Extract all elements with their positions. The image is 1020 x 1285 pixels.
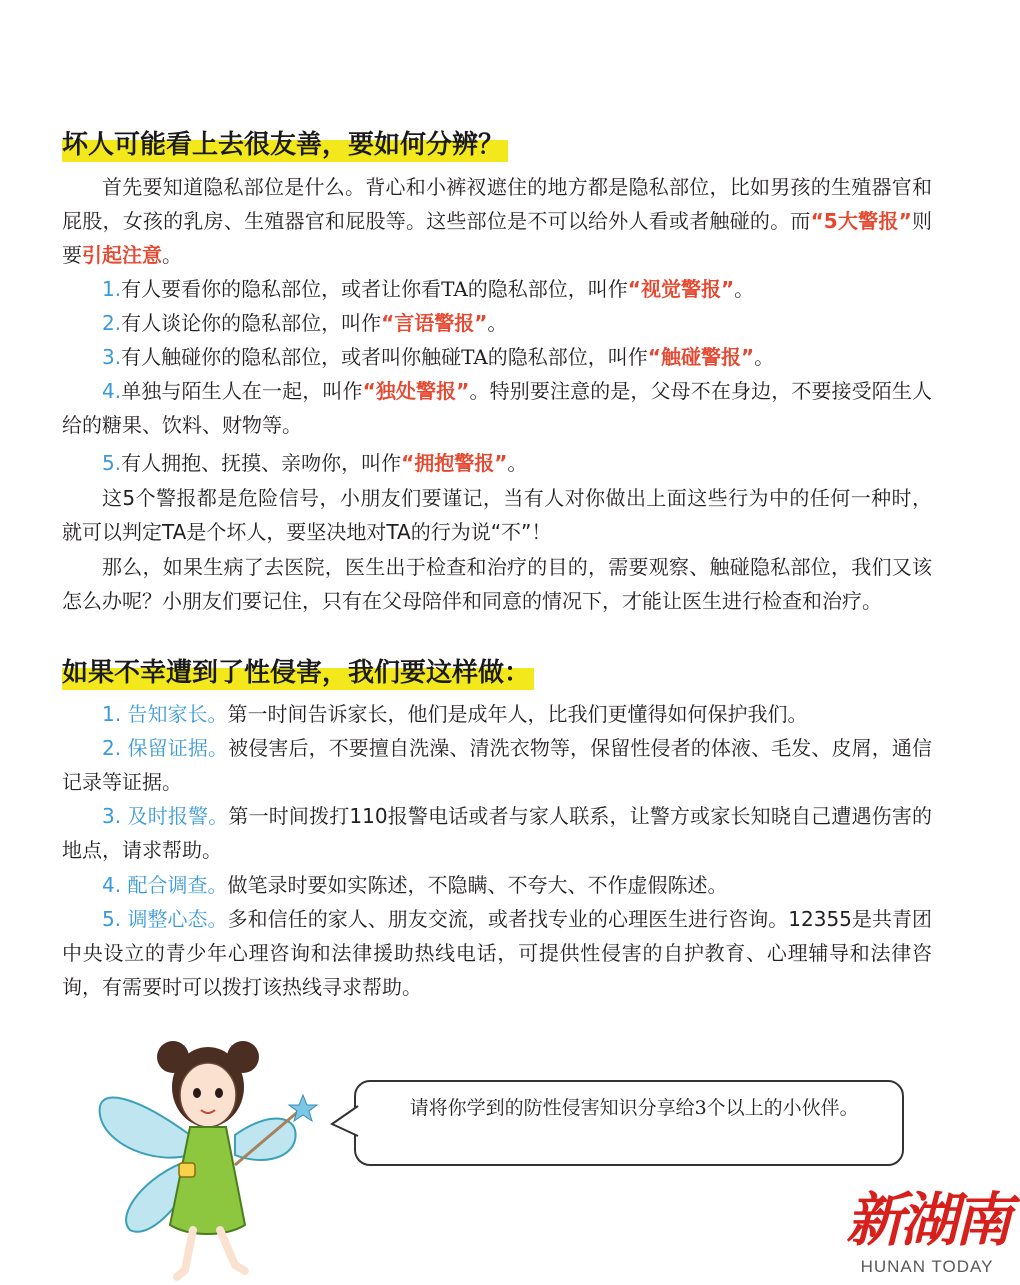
alarm-text: 有人拥抱、抚摸、亲吻你，叫作 (121, 451, 402, 475)
step-item-2 (62, 731, 932, 799)
alarm-text: 单独与陌生人在一起，叫作 (121, 379, 363, 403)
alarm-number: 5. (102, 451, 122, 475)
step-item-4 (62, 868, 932, 902)
step-title: 5. 调整心态。 (102, 907, 228, 931)
step-item-5 (62, 902, 932, 1004)
alarm-name: “触碰警报” (647, 345, 755, 369)
alarm-item-1 (62, 272, 932, 306)
alarm-text: 有人谈论你的隐私部位，叫作 (121, 311, 382, 335)
alarm-item-3 (62, 340, 932, 374)
intro-paragraph (62, 170, 932, 272)
alarm-end: 。 (487, 311, 508, 335)
section-heading-response: 如果不幸遭到了性侵害，我们要这样做： (62, 656, 534, 690)
fairy-face (180, 1063, 236, 1127)
step-text: 多和信任的家人、朋友交流，或者找专业的心理医生进行咨询。12355是共青团中央设立的青少年心理咨询和法律援助热线电话，可提供性侵害的自护教育、心理辅导和法律咨询，有需要时可以拨打该热线寻求帮助。 (62, 907, 932, 999)
speech-bubble (354, 1080, 904, 1166)
fairy-bag (179, 1163, 195, 1177)
fairy-legs (177, 1230, 245, 1277)
alarm-number: 1. (102, 277, 122, 301)
attention-label: 引起注意 (82, 243, 162, 267)
logo-brand: 新湖南 (845, 1186, 1008, 1254)
five-alarms-label: “5大警报” (810, 209, 912, 233)
alarm-text: 有人要看你的隐私部位，或者让你看TA的隐私部位，叫作 (121, 277, 628, 301)
bubble-tail (330, 1102, 360, 1142)
alarm-item-2 (62, 306, 932, 340)
step-text: 做笔录时要如实陈述，不隐瞒、不夸大、不作虚假陈述。 (227, 873, 728, 897)
alarm-name: “言语警报” (381, 311, 488, 335)
step-title: 3. 及时报警。 (102, 804, 229, 828)
step-title: 2. 保留证据。 (102, 736, 229, 760)
alarm-item-4 (62, 374, 932, 442)
step-title: 4. 配合调查。 (102, 873, 228, 897)
step-text: 被侵害后，不要擅自洗澡、清洗衣物等，保留性侵者的体液、毛发、皮屑，通信记录等证据。 (62, 736, 932, 794)
intro-text-2: 则要 (62, 209, 932, 267)
alarm-end: 。特别要注意的是，父母不在身边，不要接受陌生人给的糖果、饮料、财物等。 (62, 379, 933, 437)
alarm-name: “拥抱警报” (401, 451, 508, 475)
hunan-today-logo (842, 1185, 1012, 1285)
logo-subtitle: HUNAN TODAY (860, 1257, 994, 1276)
alarm-name: “视觉警报” (627, 277, 735, 301)
alarm-number: 4. (102, 379, 122, 403)
bubble-text: 请将你学到的防性侵害知识分享给3个以上的小伙伴。 (409, 1097, 859, 1119)
alarm-end: 。 (507, 451, 528, 475)
step-item-3 (62, 799, 932, 867)
step-text: 第一时间拨打110报警电话或者与家人联系，让警方或家长知晓自己遭遇伤害的地点，请求帮助。 (62, 804, 932, 862)
hospital-paragraph: 那么，如果生病了去医院，医生出于检查和治疗的目的，需要观察、触碰隐私部位，我们又该怎么办呢？小朋友们要记住，只有在父母陪伴和同意的情况下，才能让医生进行检查和治疗。 (62, 555, 932, 613)
alarm-number: 3. (102, 345, 122, 369)
section-heading-identify: 坏人可能看上去很友善，要如何分辨？ (62, 128, 508, 162)
alarm-end: 。 (754, 345, 775, 369)
alarm-name: “独处警报” (362, 379, 470, 403)
alarm-number: 2. (102, 311, 122, 335)
step-item-1 (62, 697, 932, 731)
alarm-text: 有人触碰你的隐私部位，或者叫你触碰TA的隐私部位，叫作 (121, 345, 648, 369)
intro-text: 首先要知道隐私部位是什么。背心和小裤衩遮住的地方都是隐私部位，比如男孩的生殖器官和屁股，女孩的乳房、生殖器官和屁股等。这些部位是不可以给外人看或者触碰的。而 (62, 175, 932, 233)
conclusion-paragraph: 这5个警报都是危险信号，小朋友们要谨记，当有人对你做出上面这些行为中的任何一种时，就可以判定TA是个坏人，要坚决地对TA的行为说“不”！ (62, 486, 932, 544)
step-text: 第一时间告诉家长，他们是成年人，比我们更懂得如何保护我们。 (227, 702, 808, 726)
step-title: 1. 告知家长。 (102, 702, 228, 726)
alarm-item-5 (62, 446, 932, 480)
fairy-illustration (95, 1015, 340, 1285)
alarm-end: 。 (734, 277, 755, 301)
intro-text-3: 。 (162, 243, 182, 267)
